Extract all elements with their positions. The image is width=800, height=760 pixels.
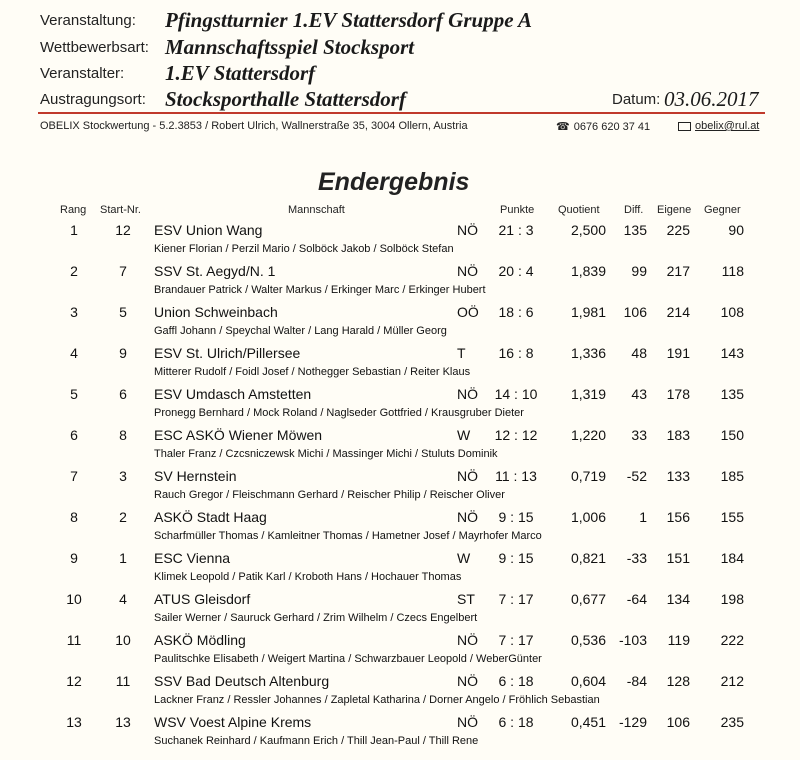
header-wettbewerbsart [0,35,800,61]
row-start: 11 [115,673,131,689]
austragungsort-label: Austragungsort: [40,91,146,108]
row-diff: -84 [626,673,647,689]
row-start: 1 [119,550,127,566]
row-start: 7 [119,263,127,279]
row-quotient: 1,319 [570,386,606,402]
row-diff: -129 [618,714,647,730]
row-diff: 106 [623,304,647,320]
wettbewerbsart-value: Mannschaftsspiel Stocksport [165,35,415,59]
row-players: Lackner Franz / Ressler Johannes / Zapletal Katharina / Dorner Angelo / Fröhlich Sebastian [154,694,600,706]
row-team: ESV Umdasch Amstetten [154,386,312,402]
col-eigene: Eigene [657,204,692,216]
row-players: Pronegg Bernhard / Mock Roland / Naglseder Gottfried / Krausgruber Dieter [154,407,524,419]
row-eigene: 156 [666,509,690,525]
col-gegner: Gegner [704,204,741,216]
row-eigene: 151 [666,550,690,566]
mail-icon [678,122,691,131]
phone-icon: ☎ [556,121,570,133]
row-rang: 13 [66,714,82,730]
row-start: 10 [115,632,131,648]
col-mannschaft: Mannschaft [288,204,345,216]
row-rang: 3 [70,304,78,320]
row-team: WSV Voest Alpine Krems [154,714,312,730]
row-quotient: 1,981 [570,304,606,320]
row-eigene: 214 [666,304,690,320]
row-gegner: 222 [720,632,744,648]
row-diff: -64 [626,591,647,607]
veranstaltung-value: Pfingstturnier 1.EV Stattersdorf Gruppe A [165,8,532,32]
row-punkte: 12 : 12 [494,427,538,443]
datum-value: 03.06.2017 [664,87,759,111]
row-quotient: 0,821 [570,550,606,566]
row-team: SSV St. Aegyd/N. 1 [154,263,276,279]
row-quotient: 1,839 [570,263,606,279]
table-row [0,222,800,263]
table-row [0,632,800,673]
col-punkte: Punkte [500,204,535,216]
row-players: Sailer Werner / Sauruck Gerhard / Zrim Wilhelm / Czecs Engelbert [154,612,478,624]
row-punkte: 21 : 3 [498,222,534,238]
row-eigene: 178 [666,386,690,402]
row-eigene: 128 [666,673,690,689]
row-team: ESC Vienna [154,550,231,566]
table-row [0,304,800,345]
row-region: W [457,550,471,566]
veranstalter-label: Veranstalter: [40,65,125,82]
row-gegner: 185 [720,468,744,484]
row-diff: 1 [639,509,647,525]
row-start: 8 [119,427,127,443]
row-gegner: 198 [720,591,744,607]
row-gegner: 155 [720,509,744,525]
table-row [0,550,800,591]
col-rang: Rang [60,204,87,216]
row-rang: 12 [66,673,82,689]
row-eigene: 134 [666,591,690,607]
row-team: ESV Union Wang [154,222,263,238]
row-players: Paulitschke Elisabeth / Weigert Martina / Schwarzbauer Leopold / WeberGünter [154,653,542,665]
row-region: W [457,427,471,443]
row-quotient: 1,336 [570,345,606,361]
row-region: T [457,345,466,361]
header-divider [38,112,765,114]
row-eigene: 119 [667,632,690,648]
row-region: NÖ [457,673,478,689]
email-address[interactable]: obelix@rul.at [695,120,760,132]
row-region: NÖ [457,222,478,238]
row-players: Mitterer Rudolf / Foidl Josef / Nothegger Sebastian / Reiter Klaus [154,366,471,378]
row-start: 12 [115,222,131,238]
row-gegner: 108 [720,304,744,320]
phone-contact [556,120,650,133]
wettbewerbsart-label: Wettbewerbsart: [40,39,149,56]
phone-number: 0676 620 37 41 [573,121,651,133]
row-players: Thaler Franz / Czcsniczewsk Michi / Massinger Michi / Stuluts Dominik [154,448,498,460]
row-punkte: 6 : 18 [498,673,534,689]
row-punkte: 14 : 10 [494,386,538,402]
row-region: NÖ [457,509,478,525]
row-region: NÖ [457,714,478,730]
row-start: 2 [119,509,127,525]
table-row [0,714,800,755]
row-eigene: 106 [666,714,690,730]
col-quotient: Quotient [558,204,600,216]
row-quotient: 1,006 [570,509,606,525]
row-rang: 6 [70,427,78,443]
row-gegner: 118 [721,263,744,279]
row-start: 4 [119,591,127,607]
row-team: ASKÖ Stadt Haag [154,509,267,525]
row-rang: 8 [70,509,78,525]
row-punkte: 16 : 8 [498,345,534,361]
row-start: 6 [119,386,127,402]
row-diff: -52 [626,468,647,484]
row-punkte: 20 : 4 [498,263,534,279]
row-rang: 9 [70,550,78,566]
table-row [0,263,800,304]
row-players: Brandauer Patrick / Walter Markus / Erkinger Marc / Erkinger Hubert [154,284,486,296]
row-players: Scharfmüller Thomas / Kamleitner Thomas / Hametner Josef / Mayrhofer Marco [154,530,542,542]
row-diff: -33 [626,550,647,566]
row-region: OÖ [457,304,479,320]
table-row [0,386,800,427]
row-gegner: 90 [728,222,744,238]
row-gegner: 212 [720,673,744,689]
row-quotient: 0,677 [570,591,606,607]
row-team: ASKÖ Mödling [154,632,246,648]
row-diff: -103 [618,632,647,648]
row-gegner: 235 [720,714,744,730]
table-row [0,591,800,632]
table-row [0,427,800,468]
row-region: NÖ [457,263,478,279]
row-players: Gaffl Johann / Speychal Walter / Lang Harald / Müller Georg [154,325,447,337]
row-start: 9 [119,345,127,361]
row-players: Klimek Leopold / Patik Karl / Kroboth Hans / Hochauer Thomas [154,571,462,583]
row-region: NÖ [457,386,478,402]
table-row [0,673,800,714]
row-team: SV Hernstein [154,468,237,484]
row-gegner: 143 [720,345,744,361]
row-region: NÖ [457,632,478,648]
header-veranstalter [0,61,800,87]
row-eigene: 183 [666,427,690,443]
page-title: Endergebnis [318,168,470,196]
austragungsort-value: Stocksporthalle Stattersdorf [165,87,406,111]
row-start: 5 [119,304,127,320]
row-quotient: 1,220 [570,427,606,443]
row-punkte: 11 : 13 [495,468,537,484]
table-row [0,345,800,386]
row-diff: 48 [631,345,647,361]
row-eigene: 191 [666,345,690,361]
row-diff: 43 [631,386,647,402]
row-rang: 2 [70,263,78,279]
row-rang: 4 [70,345,78,361]
header-veranstaltung [0,8,800,34]
row-team: Union Schweinbach [154,304,278,320]
row-diff: 135 [623,222,647,238]
row-region: ST [457,591,475,607]
email-contact[interactable] [678,120,759,132]
row-quotient: 0,719 [570,468,606,484]
row-quotient: 0,536 [570,632,606,648]
col-start: Start-Nr. [100,204,141,216]
row-punkte: 7 : 17 [498,591,534,607]
row-quotient: 2,500 [570,222,606,238]
row-punkte: 9 : 15 [498,509,534,525]
row-start: 3 [119,468,127,484]
row-team: ESV St. Ulrich/Pillersee [154,345,301,361]
row-diff: 99 [631,263,647,279]
col-diff: Diff. [624,204,644,216]
row-rang: 1 [70,222,78,238]
row-punkte: 6 : 18 [498,714,534,730]
software-info: OBELIX Stockwertung - 5.2.3853 / Robert Ulrich, Wallnerstraße 35, 3004 Ollern, Austria [40,120,468,132]
row-diff: 33 [631,427,647,443]
row-eigene: 133 [666,468,690,484]
veranstaltung-label: Veranstaltung: [40,12,136,29]
row-players: Rauch Gregor / Fleischmann Gerhard / Reischer Philip / Reischer Oliver [154,489,505,501]
row-rang: 7 [70,468,78,484]
veranstalter-value: 1.EV Stattersdorf [165,61,316,85]
row-punkte: 9 : 15 [498,550,534,566]
row-punkte: 7 : 17 [498,632,534,648]
row-region: NÖ [457,468,478,484]
row-gegner: 150 [720,427,744,443]
row-team: SSV Bad Deutsch Altenburg [154,673,330,689]
row-eigene: 217 [666,263,690,279]
row-team: ATUS Gleisdorf [154,591,251,607]
row-punkte: 18 : 6 [498,304,534,320]
datum-label: Datum: [612,91,661,108]
row-start: 13 [115,714,131,730]
row-rang: 10 [66,591,82,607]
row-gegner: 135 [720,386,744,402]
row-players: Kiener Florian / Perzil Mario / Solböck Jakob / Solböck Stefan [154,243,454,255]
row-rang: 5 [70,386,78,402]
row-gegner: 184 [720,550,744,566]
row-rang: 11 [66,632,82,648]
row-players: Suchanek Reinhard / Kaufmann Erich / Thill Jean-Paul / Thill Rene [154,735,479,747]
row-eigene: 225 [666,222,690,238]
table-row [0,468,800,509]
row-quotient: 0,604 [570,673,606,689]
table-row [0,509,800,550]
row-team: ESC ASKÖ Wiener Möwen [154,427,323,443]
row-quotient: 0,451 [570,714,606,730]
